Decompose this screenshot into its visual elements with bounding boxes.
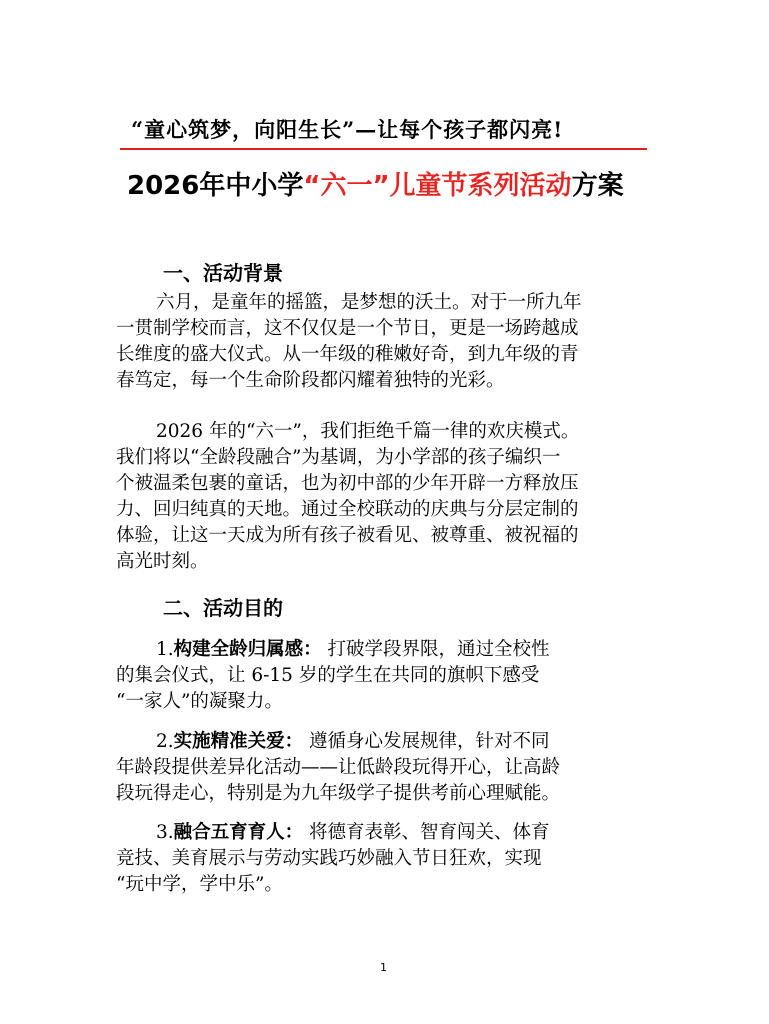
title-prefix: 2026年中小学 [127,171,304,201]
document-title [127,165,624,202]
objective-item-1 [116,637,636,715]
objective-lead: 实施精准关爱： [173,731,304,752]
paragraph-line: 体验，让这一天成为所有孩子被看见、被尊重、被祝福的 [116,525,579,546]
objective-item-3 [116,820,636,898]
paragraph-line: 春笃定，每一个生命阶段都闪耀着独特的光彩。 [116,370,505,391]
objective-first-line [116,820,636,846]
objective-text: 将德育表彰、智育闯关、体育 [303,822,550,843]
paragraph-line: 的集会仪式，让 6-15 岁的学生在共同的旗帜下感受 [116,665,540,686]
objective-item-2 [116,729,636,807]
section-heading-background: 一、活动背景 [163,261,283,285]
objective-first-line [116,729,636,755]
paragraph-line: 一贯制学校而言，这不仅仅是一个节日，更是一场跨越成 [116,318,579,339]
objective-first-line [116,637,636,663]
title-highlight: “六一”儿童节系列活动 [303,171,572,201]
objective-lead: 融合五育育人： [173,822,304,843]
background-paragraph-2 [116,419,636,575]
objective-lead: 构建全龄归属感： [173,639,322,660]
paragraph-line: 我们将以“全龄段融合”为基调，为小学部的孩子编织一 [116,447,561,468]
background-paragraph-1 [116,290,636,394]
document-tagline: “童心筑梦，向阳生长”—让每个孩子都闪亮! [131,117,564,142]
objective-text: 打破学段界限，通过全校性 [321,639,550,660]
paragraph-line: “玩中学，学中乐”。 [116,874,283,895]
red-divider-rule [120,148,647,150]
paragraph-line: 竞技、美育展示与劳动实践巧妙融入节日狂欢，实现 [116,848,542,869]
paragraph-line: 2026 年的“六一”，我们拒绝千篇一律的欢庆模式。 [156,421,580,442]
title-suffix: 方案 [571,171,624,201]
paragraph-line: 年龄段提供差异化活动——让低龄段玩得开心，让高龄 [116,757,561,778]
paragraph-line: 长维度的盛大仪式。从一年级的稚嫩好奇，到九年级的青 [116,344,579,365]
page-number: 1 [380,961,387,974]
paragraph-line: “一家人”的凝聚力。 [116,691,283,712]
objective-number: 3. [156,822,174,843]
paragraph-line: 高光时刻。 [116,551,209,572]
objective-number: 1. [156,639,174,660]
paragraph-line: 个被温柔包裹的童话，也为初中部的少年开辟一方释放压 [116,473,579,494]
objective-text: 遵循身心发展规律，针对不同 [303,731,550,752]
paragraph-line: 段玩得走心，特别是为九年级学子提供考前心理赋能。 [116,783,561,804]
objective-number: 2. [156,731,174,752]
paragraph-line: 六月，是童年的摇篮，是梦想的沃土。对于一所九年 [156,292,582,313]
section-heading-objectives: 二、活动目的 [163,596,283,620]
paragraph-line: 力、回归纯真的天地。通过全校联动的庆典与分层定制的 [116,499,579,520]
